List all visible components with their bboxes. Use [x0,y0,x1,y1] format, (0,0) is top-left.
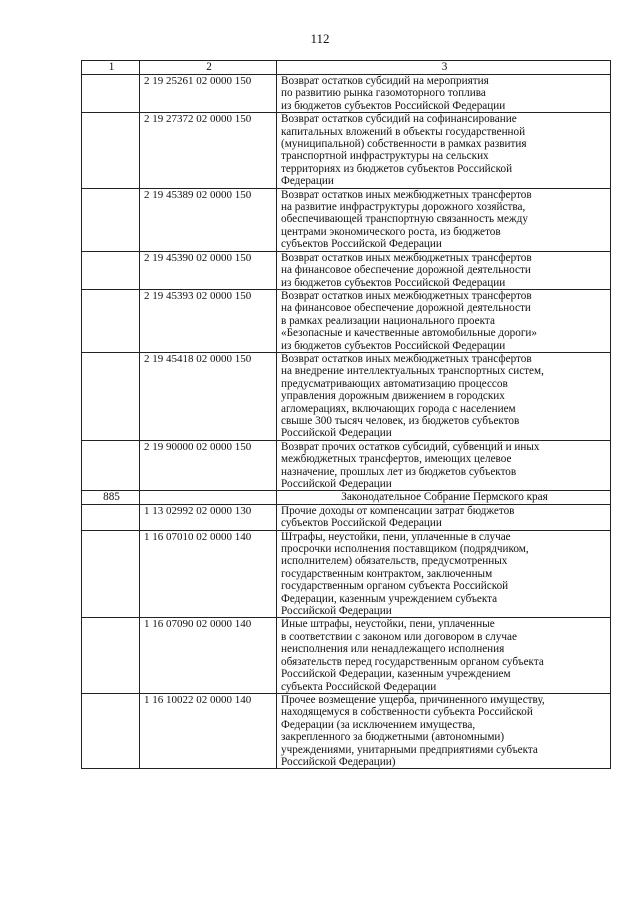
description-line: Штрафы, неустойки, пени, уплаченные в случае [281,530,511,543]
description-line: Возврат остатков иных межбюджетных трансфертов [281,251,532,264]
description-line: субъектов Российской Федерации [281,238,442,251]
description-line: центрами экономического роста, из бюджетов [281,225,501,238]
table-row [82,440,611,491]
description-line: (муниципальной) собственности в рамках развития [281,138,527,151]
description-line: Возврат остатков иных межбюджетных трансфертов [281,188,532,201]
admin-code-cell [82,188,140,251]
description-line: на финансовое обеспечение дорожной деятельности [281,302,531,315]
description-line: Возврат остатков субсидий на софинансирование [281,113,517,126]
budget-classification-table [81,60,611,769]
table-row [82,289,611,352]
description-line: Федерации, казенным учреждением субъекта [281,592,498,605]
description-line: обязательств перед государственным органом субъекта [281,655,544,668]
description-line: Российской Федерации) [281,755,396,768]
description-line: исполнителем) обязательств, предусмотренных [281,555,508,568]
description-cell [277,504,611,530]
income-code-cell: 2 19 90000 02 0000 150 [140,440,277,491]
description-line: управления дорожным движением в городских [281,390,505,403]
column-header-admin-code: 1 [82,61,140,75]
description-cell [277,289,611,352]
description-line: Возврат прочих остатков субсидий, субвенций и иных [281,440,540,453]
description-line: на внедрение интеллектуальных транспортных систем, [281,365,544,378]
admin-code-cell [82,251,140,289]
description-line: на развитие инфраструктуры дорожного хозяйства, [281,201,526,214]
table-row [82,188,611,251]
description-line: просрочки исполнения поставщиком (подрядчиком, [281,543,529,556]
description-line: межбюджетных трансфертов, имеющих целевое [281,453,512,466]
description-line: предусматривающих автоматизацию процессов [281,377,508,390]
income-code-cell: 1 16 07010 02 0000 140 [140,530,277,618]
table-section-row [82,491,611,504]
description-line: из бюджетов субъектов Российской Федерации [281,276,506,289]
description-line: Возврат остатков субсидий на мероприятия [281,75,489,87]
administrator-name-cell [277,491,611,504]
description-line: находящемуся в собственности субъекта Российской [281,706,533,719]
description-line: в рамках реализации национального проекта [281,314,495,327]
description-cell [277,75,611,113]
description-line: Российской Федерации [281,605,392,618]
admin-code-cell [82,113,140,188]
admin-code-cell [82,530,140,618]
description-cell [277,188,611,251]
description-line: Прочее возмещение ущерба, причиненного имуществу, [281,693,545,706]
description-line: на финансовое обеспечение дорожной деятельности [281,264,531,277]
description-line: Возврат остатков иных межбюджетных трансфертов [281,289,532,302]
table-header-row [82,61,611,75]
description-line: транспортной инфраструктуры на сельских [281,150,489,163]
admin-code-cell [82,693,140,768]
description-cell [277,113,611,188]
description-line: неисполнения или ненадлежащего исполнения [281,643,505,656]
description-line: субъекта Российской Федерации [281,680,437,693]
income-code-cell: 2 19 45390 02 0000 150 [140,251,277,289]
description-line: Российской Федерации [281,478,392,490]
description-cell [277,530,611,618]
admin-code-cell [82,352,140,440]
table-row [82,504,611,530]
admin-code-cell [82,618,140,693]
income-code-cell: 1 16 07090 02 0000 140 [140,618,277,693]
column-header-income-code: 2 [140,61,277,75]
admin-code-cell [82,75,140,113]
table-row [82,693,611,768]
column-header-description: 3 [277,61,611,75]
admin-code-cell [82,289,140,352]
description-line: Прочие доходы от компенсации затрат бюджетов [281,504,515,517]
description-line: агломерациях, включающих города с населением [281,402,516,415]
table-row [82,75,611,113]
admin-code-cell [82,504,140,530]
description-line: государственным органом субъекта Российской [281,580,509,593]
description-cell [277,251,611,289]
description-line: капитальных вложений в объекты государственной [281,125,526,138]
table-row [82,352,611,440]
table-row [82,113,611,188]
description-line: территориях из бюджетов субъектов Российской [281,162,513,175]
description-line: свыше 300 тысяч человек, из бюджетов субъектов [281,414,520,427]
income-code-cell: 2 19 25261 02 0000 150 [140,75,277,113]
description-line: Законодательное Собрание Пермского края [341,491,548,504]
description-line: назначение, прошлых лет из бюджетов субъектов [281,465,517,478]
description-cell [277,352,611,440]
table-row [82,251,611,289]
description-cell [277,440,611,491]
table-row [82,618,611,693]
description-line: учреждениями, унитарными предприятиями субъекта [281,743,538,756]
description-line: из бюджетов субъектов Российской Федерации [281,339,506,352]
description-line: Российской Федерации [281,427,392,440]
page-number: 112 [310,31,330,46]
description-line: Федерации [281,175,334,188]
description-line: по развитию рынка газомоторного топлива [281,87,486,100]
description-line: государственным контрактом, заключенным [281,567,493,580]
income-code-cell: 2 19 45389 02 0000 150 [140,188,277,251]
income-code-cell: 2 19 27372 02 0000 150 [140,113,277,188]
description-line: субъектов Российской Федерации [281,517,442,530]
description-line: в соответствии с законом или договором в случае [281,630,517,643]
description-line: «Безопасные и качественные автомобильные дороги» [281,327,538,340]
description-cell [277,693,611,768]
income-code-cell: 2 19 45418 02 0000 150 [140,352,277,440]
description-cell [277,618,611,693]
admin-code-cell [82,440,140,491]
description-line: Возврат остатков иных межбюджетных трансфертов [281,352,532,365]
table-body [82,75,611,769]
description-line: закрепленного за бюджетными (автономными) [281,731,505,744]
description-line: обеспечивающей транспортную связанность между [281,213,528,226]
description-line: Иные штрафы, неустойки, пени, уплаченные [281,618,495,631]
description-line: Федерации (за исключением имущества, [281,718,476,731]
income-code-cell: 1 16 10022 02 0000 140 [140,693,277,768]
income-code-cell: 2 19 45393 02 0000 150 [140,289,277,352]
description-line: Российской Федерации, казенным учреждением [281,668,511,681]
income-code-cell [140,491,277,504]
description-line: из бюджетов субъектов Российской Федерации [281,99,506,112]
admin-code-cell: 885 [82,491,140,504]
income-code-cell: 1 13 02992 02 0000 130 [140,504,277,530]
table-row [82,530,611,618]
